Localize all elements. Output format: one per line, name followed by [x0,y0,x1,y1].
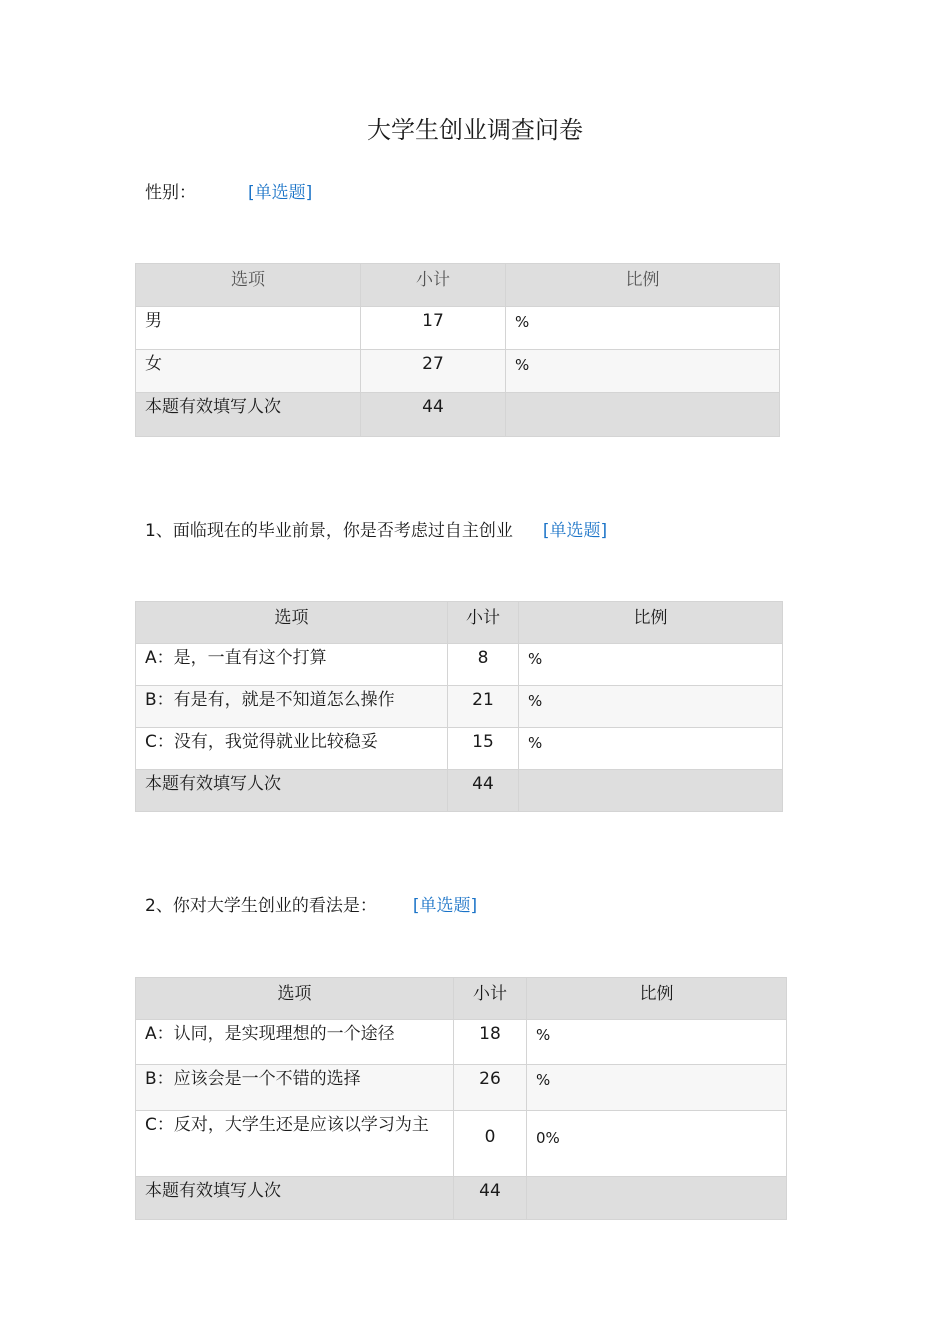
option-cell: A：认同，是实现理想的一个途径 [136,1020,454,1065]
total-label-cell: 本题有效填写人次 [136,1177,454,1220]
question-text: 1、面临现在的毕业前景，你是否考虑过自主创业 [145,521,513,541]
result-table-gender [135,263,780,437]
count-cell: 18 [454,1020,527,1065]
ratio-cell: % [506,350,780,393]
ratio-cell: % [527,1065,787,1111]
question-1 [145,518,607,544]
count-cell: 15 [448,728,519,770]
total-ratio-cell [519,770,783,812]
question-2 [145,893,477,919]
count-cell: 27 [361,350,506,393]
ratio-cell: 0% [527,1111,787,1177]
question-type-badge: [单选题] [248,183,313,203]
question-gender [145,180,312,206]
option-cell: B：应该会是一个不错的选择 [136,1065,454,1111]
table-header-row [136,264,780,307]
table-row [136,728,783,770]
option-cell: A：是，一直有这个打算 [136,644,448,686]
option-cell: B：有是有，就是不知道怎么操作 [136,686,448,728]
header-option: 选项 [136,602,448,644]
header-ratio: 比例 [519,602,783,644]
total-label-cell: 本题有效填写人次 [136,770,448,812]
table-header-row [136,602,783,644]
header-option: 选项 [136,978,454,1020]
option-cell: C：反对，大学生还是应该以学习为主 [136,1111,454,1177]
table-header-row [136,978,787,1020]
question-type-badge: [单选题] [542,521,608,541]
ratio-cell: % [506,307,780,350]
table-row [136,644,783,686]
question-text: 性别： [145,183,196,203]
option-cell: C：没有，我觉得就业比较稳妥 [136,728,448,770]
table-total-row [136,1177,787,1220]
option-cell: 女 [136,350,361,393]
total-label-cell: 本题有效填写人次 [136,393,361,437]
total-ratio-cell [527,1177,787,1220]
result-table-q1 [135,601,783,812]
header-count: 小计 [454,978,527,1020]
total-count-cell: 44 [454,1177,527,1220]
total-count-cell: 44 [361,393,506,437]
count-cell: 17 [361,307,506,350]
header-ratio: 比例 [506,264,780,307]
total-count-cell: 44 [448,770,519,812]
question-text: 2、你对大学生创业的看法是： [145,896,377,916]
count-cell: 21 [448,686,519,728]
header-option: 选项 [136,264,361,307]
count-cell: 26 [454,1065,527,1111]
table-row [136,350,780,393]
result-table-q2 [135,977,787,1220]
option-cell: 男 [136,307,361,350]
table-total-row [136,393,780,437]
table-row [136,1020,787,1065]
count-cell: 0 [454,1111,527,1177]
total-ratio-cell [506,393,780,437]
table-row [136,307,780,350]
ratio-cell: % [519,644,783,686]
table-row [136,1065,787,1111]
table-row [136,1111,787,1177]
header-count: 小计 [361,264,506,307]
ratio-cell: % [519,728,783,770]
count-cell: 8 [448,644,519,686]
ratio-cell: % [527,1020,787,1065]
table-row [136,686,783,728]
table-total-row [136,770,783,812]
header-count: 小计 [448,602,519,644]
header-ratio: 比例 [527,978,787,1020]
question-type-badge: [单选题] [412,896,478,916]
document-title: 大学生创业调查问卷 [367,116,583,144]
ratio-cell: % [519,686,783,728]
